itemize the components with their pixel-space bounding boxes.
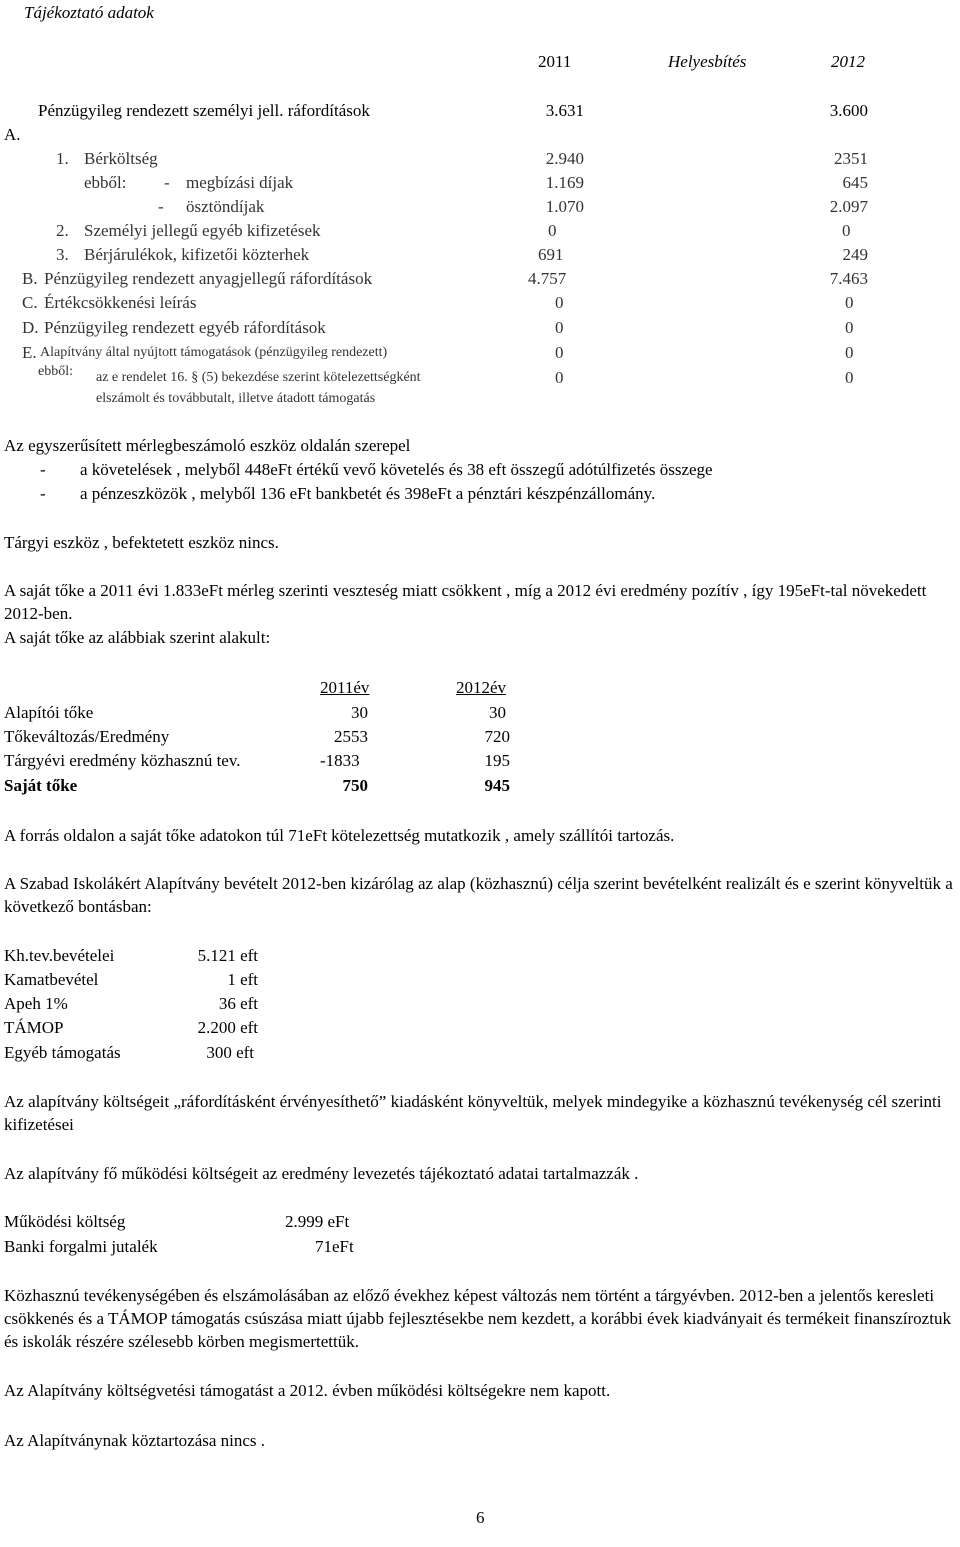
row-2-num: 2. — [56, 221, 69, 240]
row-ebbol-label: megbízási díjak — [186, 173, 294, 192]
income-row-label: TÁMOP — [4, 1018, 64, 1037]
paragraph-assets: Az egyszerűsített mérlegbeszámoló eszköz oldalán szerepel — [4, 436, 411, 455]
row-1-2012: 2351 — [834, 149, 868, 168]
row-e2-prefix: ebből: — [38, 364, 73, 379]
row-d-2012: 0 — [845, 318, 854, 337]
row-2-label: Személyi jellegű egyéb kifizetések — [84, 221, 321, 240]
paragraph-main-costs: Az alapítvány fő működési költségeit az eredmény levezetés tájékoztató adatai tartalmazzák . — [4, 1164, 639, 1183]
row-2-2011: 0 — [548, 221, 557, 240]
row-d-label: Pénzügyileg rendezett egyéb ráfordítások — [44, 318, 326, 337]
col-header-2011: 2011 — [538, 52, 572, 71]
income-row-value: 1 eft — [227, 970, 258, 989]
list-dash-2: - — [40, 484, 46, 503]
row-e-2012: 0 — [845, 343, 854, 362]
row-3-label: Bérjárulékok, kifizetői közterhek — [84, 245, 310, 264]
equity-row-2012: 720 — [484, 727, 510, 746]
row-ebbol-prefix: ebből: — [84, 173, 127, 192]
equity-row-2011: -1833 — [320, 751, 360, 770]
cost-row-value: 71eFt — [315, 1237, 354, 1256]
row-3-2011: 691 — [538, 245, 564, 264]
col-header-2012: 2012 — [831, 52, 865, 71]
paragraph-equity-change: A saját tőke a 2011 évi 1.833eFt mérleg szerinti veszteség miatt csökkent , míg a 2012 évi eredmény pozítív , így 195eFt-tal növekedett 2012-ben. — [4, 581, 927, 623]
row-e-label: Alapítvány által nyújtott támogatások (pénzügyileg rendezett) — [40, 345, 388, 360]
page-title: Tájékoztató adatok — [24, 3, 154, 22]
row-b-label: Pénzügyileg rendezett anyagjellegű ráfordítások — [44, 269, 373, 288]
paragraph-liabilities: A forrás oldalon a saját tőke adatokon túl 71eFt kötelezettség mutatkozik , amely szállítói tartozás. — [4, 826, 675, 845]
row-e2-line2: elszámolt és továbbutalt, illetve átadott támogatás — [96, 391, 376, 406]
row-3-num: 3. — [56, 245, 69, 264]
row-1-label: Bérköltség — [84, 149, 158, 168]
row-3-2012: 249 — [842, 245, 868, 264]
row-b-letter: B. — [22, 269, 38, 288]
list-dash-1: - — [40, 460, 46, 479]
row-ebbol-2011: 1.169 — [545, 173, 584, 192]
equity-row-2011: 30 — [351, 703, 368, 722]
cost-row-label: Banki forgalmi jutalék — [4, 1237, 158, 1256]
page-number: 6 — [476, 1508, 485, 1527]
equity-row-total-label: Saját tőke — [4, 776, 78, 795]
row-oszt-2012: 2.097 — [829, 197, 868, 216]
col-header-helyesbites: Helyesbítés — [668, 52, 747, 71]
equity-row-total-2012: 945 — [484, 776, 510, 795]
cost-row-label: Működési költség — [4, 1212, 126, 1231]
paragraph-public-debt: Az Alapítványnak köztartozása nincs . — [4, 1431, 266, 1450]
row-1-num: 1. — [56, 149, 69, 168]
row-b-2011: 4.757 — [528, 269, 567, 288]
row-a-2011: 3.631 — [545, 101, 584, 120]
equity-row-label: Tárgyévi eredmény közhasznú tev. — [4, 751, 241, 770]
paragraph-equity-intro: A saját tőke az alábbiak szerint alakult: — [4, 628, 271, 647]
row-ebbol-dash: - — [164, 173, 170, 192]
income-row-label: Kh.tev.bevételei — [4, 946, 115, 965]
row-e2-line1: az e rendelet 16. § (5) bekezdése szerint kötelezettségként — [96, 370, 421, 385]
equity-row-2012: 195 — [484, 751, 510, 770]
row-d-2011: 0 — [555, 318, 564, 337]
paragraph-activity: Közhasznú tevékenységében és elszámolásában az előző évekhez képest változás nem történt a tárgyévben. 2012-ben a jelentős keresleti csökkenés és a TÁMOP támogatás csúszása miatt újabb fejlesztésekbe nem kezdett, a korábbi évek kiadványait és termékeit finanszíroztuk és iskolák részére szélesebb körben megismertettük. — [4, 1286, 951, 1351]
row-e-2011: 0 — [555, 343, 564, 362]
row-2-2012: 0 — [842, 221, 851, 240]
income-row-label: Kamatbevétel — [4, 970, 99, 989]
equity-row-2011: 2553 — [334, 727, 368, 746]
list-item-cash: a pénzeszközök , melyből 136 eFt bankbetét és 398eFt a pénztári készpénzállomány. — [80, 484, 656, 503]
row-b-2012: 7.463 — [829, 269, 868, 288]
row-1-2011: 2.940 — [545, 149, 584, 168]
row-a-2012: 3.600 — [829, 101, 868, 120]
row-oszt-label: ösztöndíjak — [186, 197, 265, 216]
income-row-label: Egyéb támogatás — [4, 1043, 121, 1062]
paragraph-costs-booking: Az alapítvány költségeit „ráfordításként érvényesíthető” kiadásként könyveltük, melyek mindegyike a közhasznú tevékenység cél szerinti kifizetései — [4, 1092, 942, 1134]
paragraph-fixed-assets: Tárgyi eszköz , befektetett eszköz nincs. — [4, 533, 279, 552]
row-ebbol-2012: 645 — [842, 173, 868, 192]
income-row-value: 300 eft — [206, 1043, 254, 1062]
cost-row-value: 2.999 eFt — [285, 1212, 350, 1231]
income-row-value: 5.121 eft — [197, 946, 258, 965]
equity-row-total-2011: 750 — [342, 776, 368, 795]
equity-row-2012: 30 — [489, 703, 506, 722]
income-row-value: 2.200 eft — [197, 1018, 258, 1037]
paragraph-budget-support: Az Alapítvány költségvetési támogatást a 2012. évben működési költségekre nem kapott. — [4, 1381, 611, 1400]
row-c-2011: 0 — [555, 293, 564, 312]
equity-header-2011: 2011év — [320, 678, 370, 697]
row-c-letter: C. — [22, 293, 38, 312]
row-e-letter: E. — [22, 343, 37, 362]
row-c-label: Értékcsökkenési leírás — [44, 293, 197, 312]
row-a-label: Pénzügyileg rendezett személyi jell. ráfordítások — [38, 101, 370, 120]
list-item-receivables: a követelések , melyből 448eFt értékű vevő követelés és 38 eft összegű adótúlfizetés összege — [80, 460, 713, 479]
income-row-value: 36 eft — [218, 994, 258, 1013]
row-oszt-2011: 1.070 — [545, 197, 584, 216]
row-a-letter: A. — [4, 125, 21, 144]
equity-row-label: Tőkeváltozás/Eredmény — [4, 727, 170, 746]
equity-row-label: Alapítói tőke — [4, 703, 94, 722]
equity-header-2012: 2012év — [456, 678, 507, 697]
row-d-letter: D. — [22, 318, 39, 337]
row-e2-2012: 0 — [845, 368, 854, 387]
income-row-label: Apeh 1% — [4, 994, 68, 1013]
row-c-2012: 0 — [845, 293, 854, 312]
paragraph-revenue: A Szabad Iskolákért Alapítvány bevételt 2012-ben kizárólag az alap (közhasznú) célja szerint bevételként realizált és e szerint könyveltük a következő bontásban: — [4, 874, 953, 916]
row-oszt-dash: - — [158, 197, 164, 216]
row-e2-2011: 0 — [555, 368, 564, 387]
